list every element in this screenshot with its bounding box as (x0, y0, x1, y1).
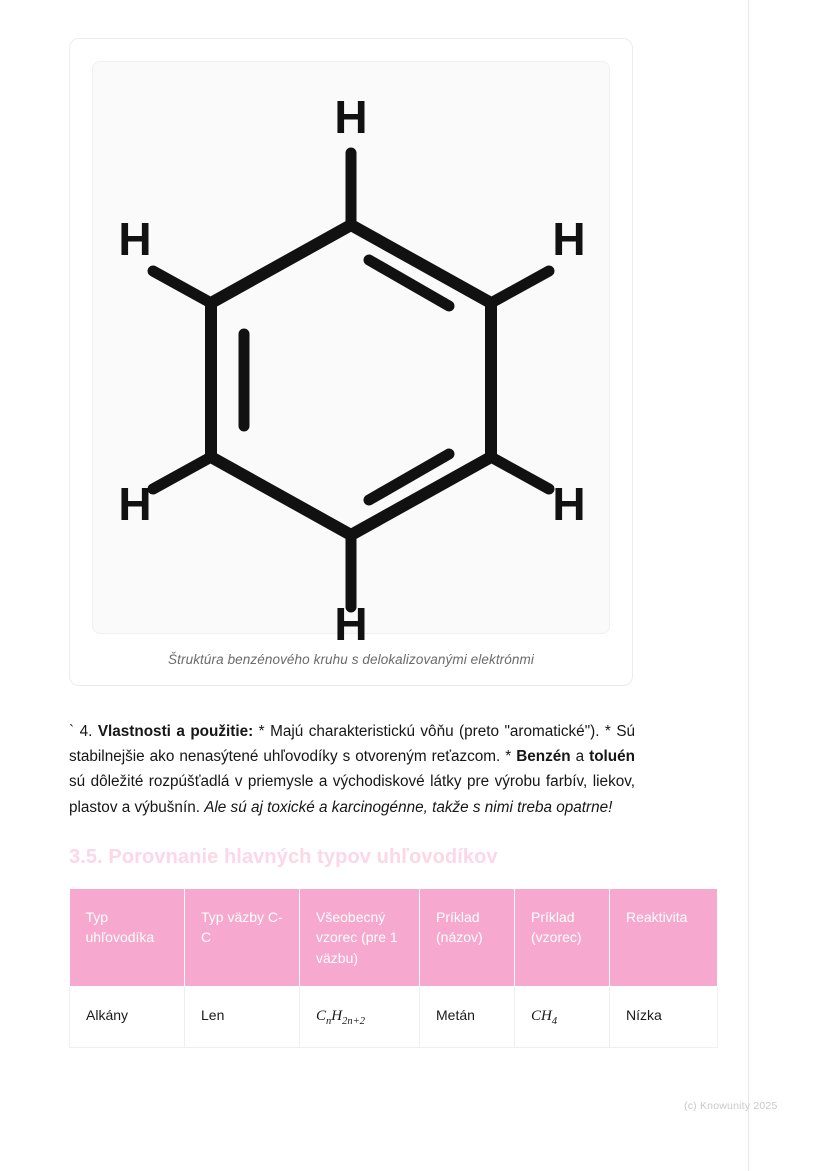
atom-label-h-top: H (334, 91, 368, 143)
body-bold-benzen: Benzén (516, 748, 571, 766)
table-header-cell: Príklad (vzorec) (515, 889, 610, 986)
body-italic-warning: Ale sú aj toxické a karcinogénne, takže s nimi treba opatrne! (204, 798, 613, 816)
atom-label-h-bottom: H (334, 598, 368, 650)
table-cell-formula (300, 986, 420, 1047)
body-paragraph (69, 719, 635, 820)
example-formula-sub: 4 (551, 1015, 558, 1027)
benzene-ring-diagram (92, 61, 610, 650)
body-bold-toluen: toluén (589, 748, 635, 766)
table-cell-example-formula (515, 986, 610, 1047)
atom-label-h-upper-left: H (118, 213, 152, 265)
lead-bold-label: Vlastnosti a použitie: (97, 723, 254, 740)
page-right-divider (748, 0, 749, 1171)
formula-h: H (331, 1007, 343, 1024)
table-header-cell: Všeobecný vzorec (pre 1 väzbu) (300, 889, 420, 986)
table-cell-bond: Len (185, 986, 300, 1047)
comparison-table-wrap (69, 889, 717, 1048)
body-text-1: * Majú charakteristickú vôňu (preto "aromatické"). * Sú stabilnejšie ako nenasýtené uhľovodíky s otvoreným reťazcom. * (69, 723, 636, 766)
atom-label-h-lower-right: H (552, 478, 586, 530)
list-number: 4. (79, 723, 93, 740)
table-header-cell: Typ uhľovodíka (70, 889, 185, 986)
figure-card (69, 38, 633, 686)
atom-label-h-lower-left: H (118, 478, 152, 530)
copyright-watermark: (c) Knowunity 2025 (684, 1100, 778, 1112)
atom-label-h-upper-right: H (552, 213, 586, 265)
benzene-ring-svg (101, 75, 601, 650)
table-header-cell: Typ väzby C-C (185, 889, 300, 986)
body-text-3: sú dôležité rozpúšťadlá v priemysle a východiskové látky pre výrobu farbív, liekov, plastov a výbušnín. (69, 773, 635, 816)
table-header-row (70, 889, 718, 986)
comparison-table (69, 889, 718, 1048)
table-cell-type: Alkány (70, 986, 185, 1047)
formula-sub-n: n (326, 1015, 332, 1027)
formula-c: C (316, 1007, 327, 1024)
backtick-prefix: ` (69, 723, 75, 740)
body-text-2: a (570, 748, 590, 766)
table-row (70, 986, 718, 1047)
section-heading: 3.5. Porovnanie hlavných typov uhľovodíkov (69, 845, 498, 868)
document-page (69, 0, 688, 1048)
table-cell-example-name: Metán (420, 986, 515, 1047)
table-header-cell: Príklad (názov) (420, 889, 515, 986)
table-cell-reactivity: Nízka (610, 986, 718, 1047)
formula-sub-2n2: 2n+2 (342, 1015, 365, 1027)
example-formula-ch: CH (531, 1007, 552, 1024)
figure-caption: Štruktúra benzénového kruhu s delokalizovanými elektrónmi (168, 652, 534, 667)
table-header-cell: Reaktivita (610, 889, 718, 986)
